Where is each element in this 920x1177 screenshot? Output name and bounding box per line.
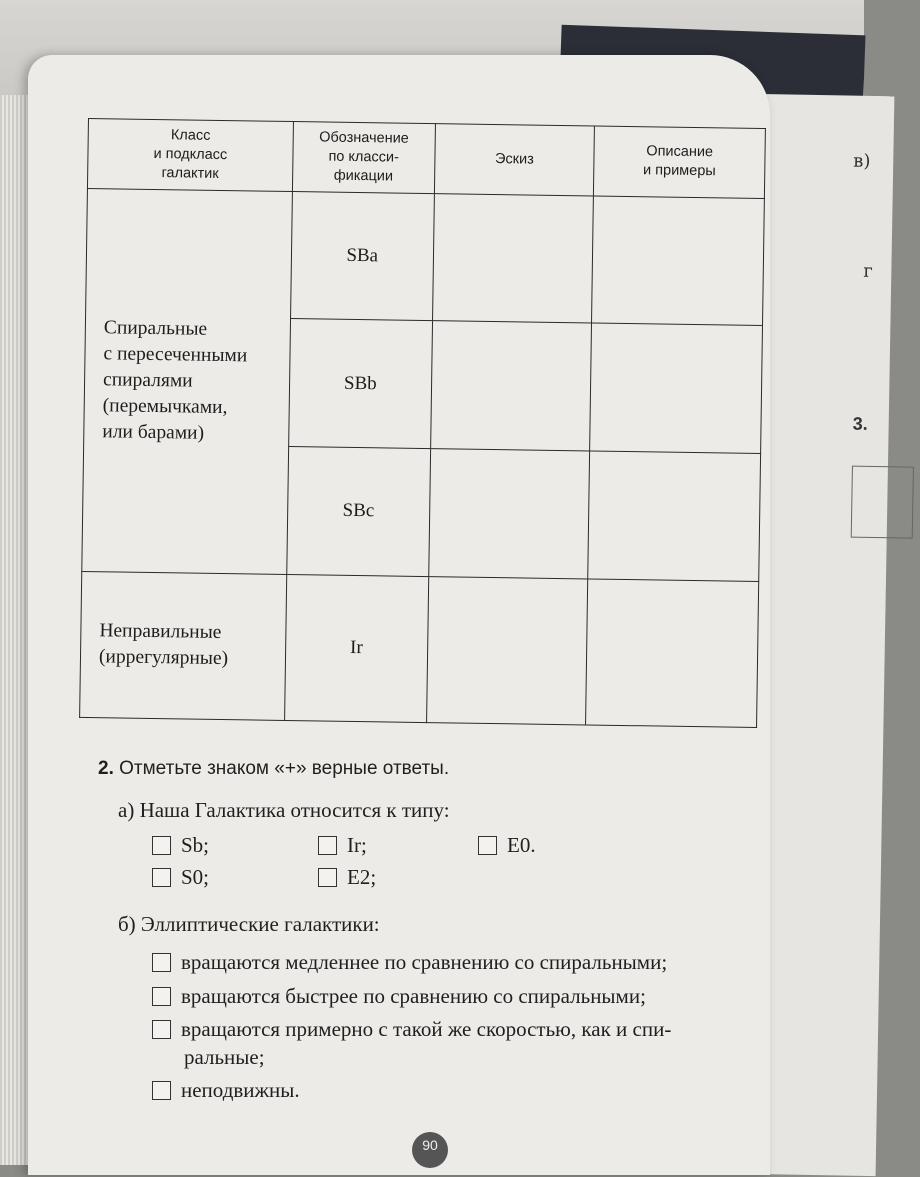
option-label: S0; (181, 865, 210, 889)
option-label: E0. (507, 833, 536, 857)
checkbox[interactable] (318, 836, 337, 855)
checkbox[interactable] (152, 1020, 171, 1039)
class-irregular: Неправильные (иррегулярные) (80, 571, 287, 720)
code-cell: SBb (288, 319, 432, 449)
sketch-cell[interactable] (430, 321, 592, 451)
description-cell[interactable] (590, 323, 763, 453)
sketch-cell[interactable] (428, 449, 590, 579)
option-b-same-continued: ральные; (184, 1045, 265, 1069)
code-cell: SBa (290, 191, 434, 321)
option-b-stationary[interactable] (152, 1078, 300, 1103)
option-label: вращаются медленнее по сравнению со спиральными; (181, 950, 668, 974)
option-a-e2[interactable] (318, 865, 376, 890)
checkbox[interactable] (152, 868, 171, 887)
option-b-slower[interactable] (152, 950, 667, 975)
question-2-title (98, 758, 449, 780)
option-a-s0[interactable] (152, 865, 209, 890)
checkbox[interactable] (152, 1081, 171, 1100)
checkbox[interactable] (478, 836, 497, 855)
header-description: Описание и примеры (594, 126, 766, 198)
checkbox[interactable] (152, 953, 171, 972)
option-a-sb[interactable] (152, 833, 209, 858)
option-label: Sb; (181, 833, 210, 857)
page-number: 90 (412, 1132, 448, 1168)
description-cell[interactable] (586, 579, 759, 728)
option-label: неподвижны. (181, 1078, 300, 1102)
right-page-table-fragment (851, 466, 914, 539)
option-label: вращаются быстрее по сравнению со спиральными; (181, 984, 646, 1008)
description-cell[interactable] (588, 451, 761, 581)
class-spiral-barred: Спиральные с пересеченными спиралями (перемычками, или барами) (82, 188, 292, 574)
option-label: вращаются примерно с такой же скоростью, как и спи- (181, 1017, 672, 1041)
checkbox[interactable] (318, 868, 337, 887)
sketch-cell[interactable] (426, 576, 588, 725)
checkbox[interactable] (152, 987, 171, 1006)
option-label: E2; (347, 865, 377, 889)
sketch-cell[interactable] (432, 193, 594, 323)
checkbox[interactable] (152, 836, 171, 855)
header-designation: Обозначение по класси- фикации (292, 122, 435, 194)
question-text: Отметьте знаком «+» верные ответы. (119, 758, 450, 779)
header-sketch: Эскиз (434, 124, 595, 196)
question-number: 2. (98, 758, 114, 779)
right-page-label-g: г (863, 260, 873, 282)
description-cell[interactable] (592, 196, 765, 326)
option-b-same[interactable] (152, 1017, 671, 1042)
option-b-faster[interactable] (152, 984, 646, 1009)
option-label: Ir; (347, 833, 367, 857)
galaxy-classification-table (79, 118, 766, 728)
right-page-label-3: 3. (852, 413, 868, 434)
right-page-label-v: в) (853, 150, 871, 172)
question-b-label: б) Эллиптические галактики: (118, 912, 380, 936)
option-a-e0[interactable] (478, 833, 536, 858)
code-cell: SBc (287, 446, 431, 576)
question-a-label: а) Наша Галактика относится к типу: (118, 798, 450, 822)
header-class: Класс и подкласс галактик (87, 119, 293, 192)
code-cell: Ir (284, 574, 428, 722)
option-a-ir[interactable] (318, 833, 367, 858)
